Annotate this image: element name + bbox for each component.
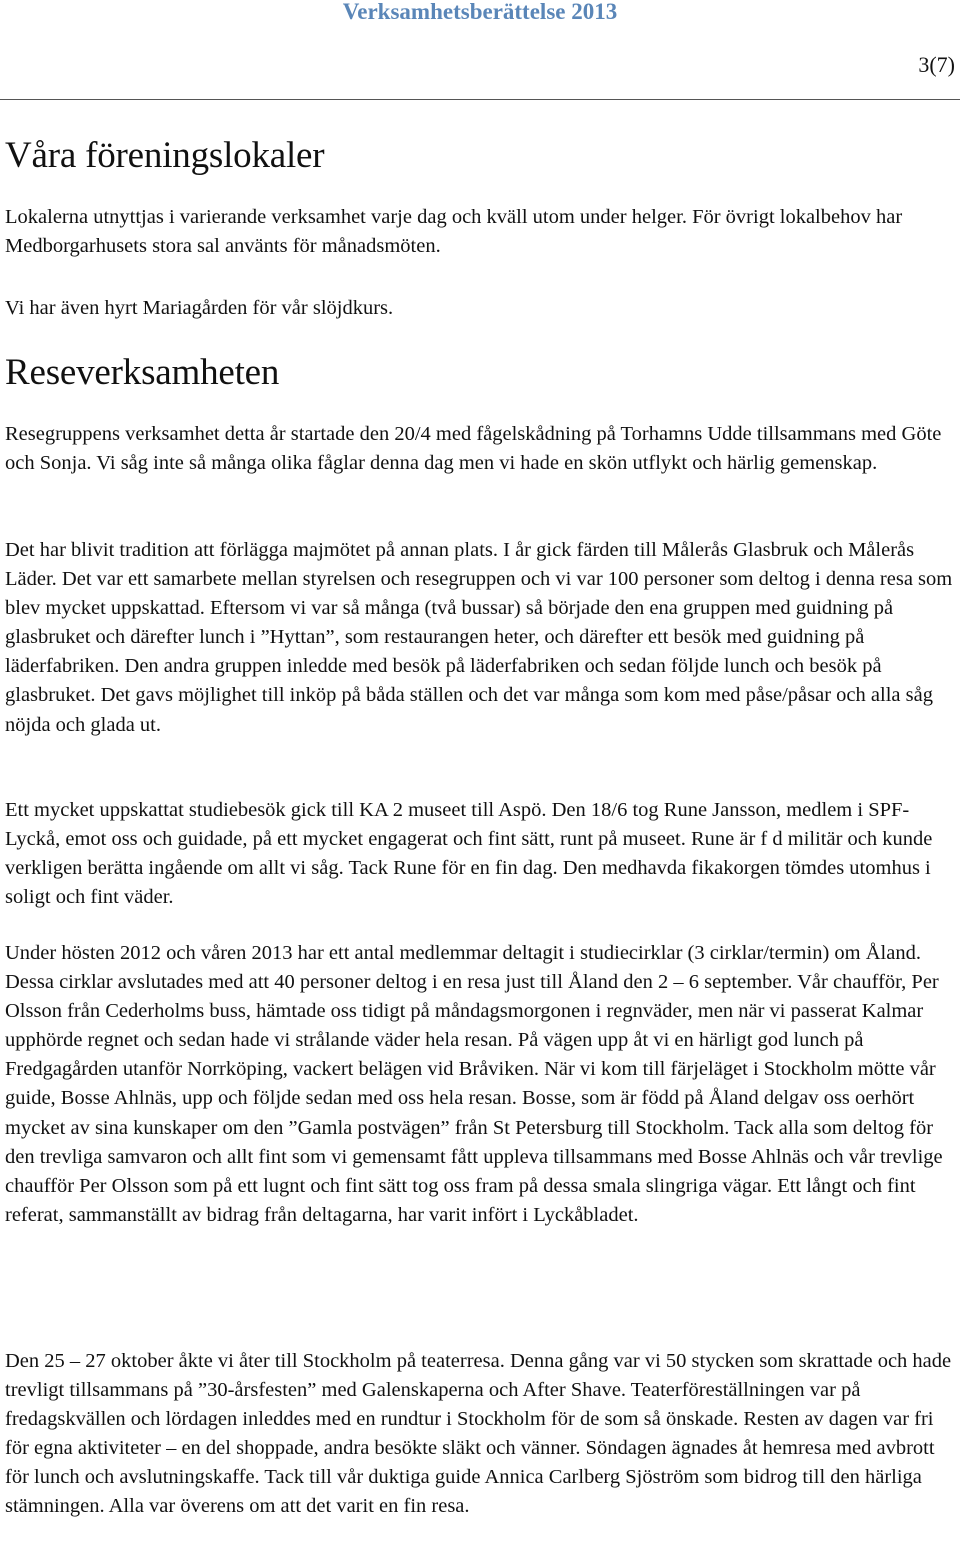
page-number: 3(7)	[918, 52, 955, 77]
paragraph-lokaler-usage: Lokalerna utnyttjas i varierande verksamhet varje dag och kväll utom under helger. För övrigt lokalbehov har Medborgarhusets stora sal använts för månadsmöten.	[5, 206, 903, 258]
header-divider	[0, 99, 960, 100]
section-heading-lokaler: Våra föreningslokaler	[5, 135, 325, 176]
paragraph-teaterresa: Den 25 – 27 oktober åkte vi åter till Stockholm på teaterresa. Denna gång var vi 50 stycken som skrattade och hade trevligt tillsammans på ”30-årsfesten” med Galenskaperna och After Shave. Teaterföreställningen var på fredagskvällen och lördagen inleddes med en rundtur i Stockholm för de som så önskade. Resten av dagen var fri för egna aktiviteter – en del shoppade, andra besökte släkt och vänner. Söndagen ägnades åt hemresa med avbrott för lunch och avslutningskaffe. Tack till vår duktiga guide Annica Carlberg Sjöström som bidrog till den härliga stämningen. Alla var överens om att det varit en fin resa.	[5, 1350, 952, 1518]
section-heading-reseverksamheten: Reseverksamheten	[5, 352, 280, 393]
paragraph-majmotet: Det har blivit tradition att förlägga majmötet på annan plats. I år gick färden till Målerås Glasbruk och Målerås Läder. Det var ett samarbete mellan styrelsen och resegruppen och vi var 100 personer som deltog i denna resa som blev mycket uppskattad. Eftersom vi var så många (två bussar) så började den ena gruppen med guidning på glasbruket och därefter lunch i ”Hyttan”, som restaurangen heter, och därefter ett besök med guidning på läderfabriken. Den andra gruppen inledde med besök på läderfabriken och sedan följde lunch och besök på glasbruket. Det gavs möjlighet till inköp på båda ställen och det var många som kom med påse/påsar och alla såg nöjda och glada ut.	[5, 539, 953, 736]
paragraph-aland-resa: Under hösten 2012 och våren 2013 har ett antal medlemmar deltagit i studiecirklar (3 cirklar/termin) om Åland. Dessa cirklar avslutades med att 40 personer deltog i en resa just till Åland den 2 – 6 september. Vår chaufför, Per Olsson från Cederholms buss, hämtade oss tidigt på måndagsmorgonen i regnväder, men när vi passerat Kalmar upphörde regnet och sedan hade vi strålande väder hela resan. På vägen upp åt vi en härligt god lunch på Fredgagården utanför Norrköping, vackert belägen vid Bråviken. När vi kom till färjeläget i Stockholm mötte vår guide, Bosse Ahlnäs, upp och följde sedan med oss hela resan. Bosse, som är född på Åland delgav oss oerhört mycket av sina kunskaper om den ”Gamla postvägen” från St Petersburg till Stockholm. Tack alla som deltog för den trevliga samvaron och allt fint som vi gemensamt fått uppleva tillsammans med Bosse Ahlnäs och vår trevlige chaufför Per Olsson som på ett lugnt och fint sätt tog oss fram på dessa smala slingriga vägar. Ett långt och fint referat, sammanställt av bidrag från deltagarna, har varit infört i Lyckåbladet.	[5, 942, 943, 1226]
document-header-title: Verksamhetsberättelse 2013	[342, 0, 618, 24]
paragraph-lokaler-mariagarden: Vi har även hyrt Mariagården för vår slöjdkurs.	[5, 297, 394, 319]
paragraph-resegruppen-start: Resegruppens verksamhet detta år startade den 20/4 med fågelskådning på Torhamns Udde tillsammans med Göte och Sonja. Vi såg inte så många olika fåglar denna dag men vi hade en skön utflykt och härlig gemenskap.	[5, 423, 942, 475]
paragraph-ka2-museet: Ett mycket uppskattat studiebesök gick till KA 2 museet till Aspö. Den 18/6 tog Rune Jansson, medlem i SPF-Lyckå, emot oss och guidade, på ett mycket engagerat och fint sätt, runt på museet. Rune är f d militär och kunde verkligen berätta ingående om allt vi såg. Tack Rune för en fin dag. Den medhavda fikakorgen tömdes utomhus i soligt och fint väder.	[5, 799, 933, 909]
